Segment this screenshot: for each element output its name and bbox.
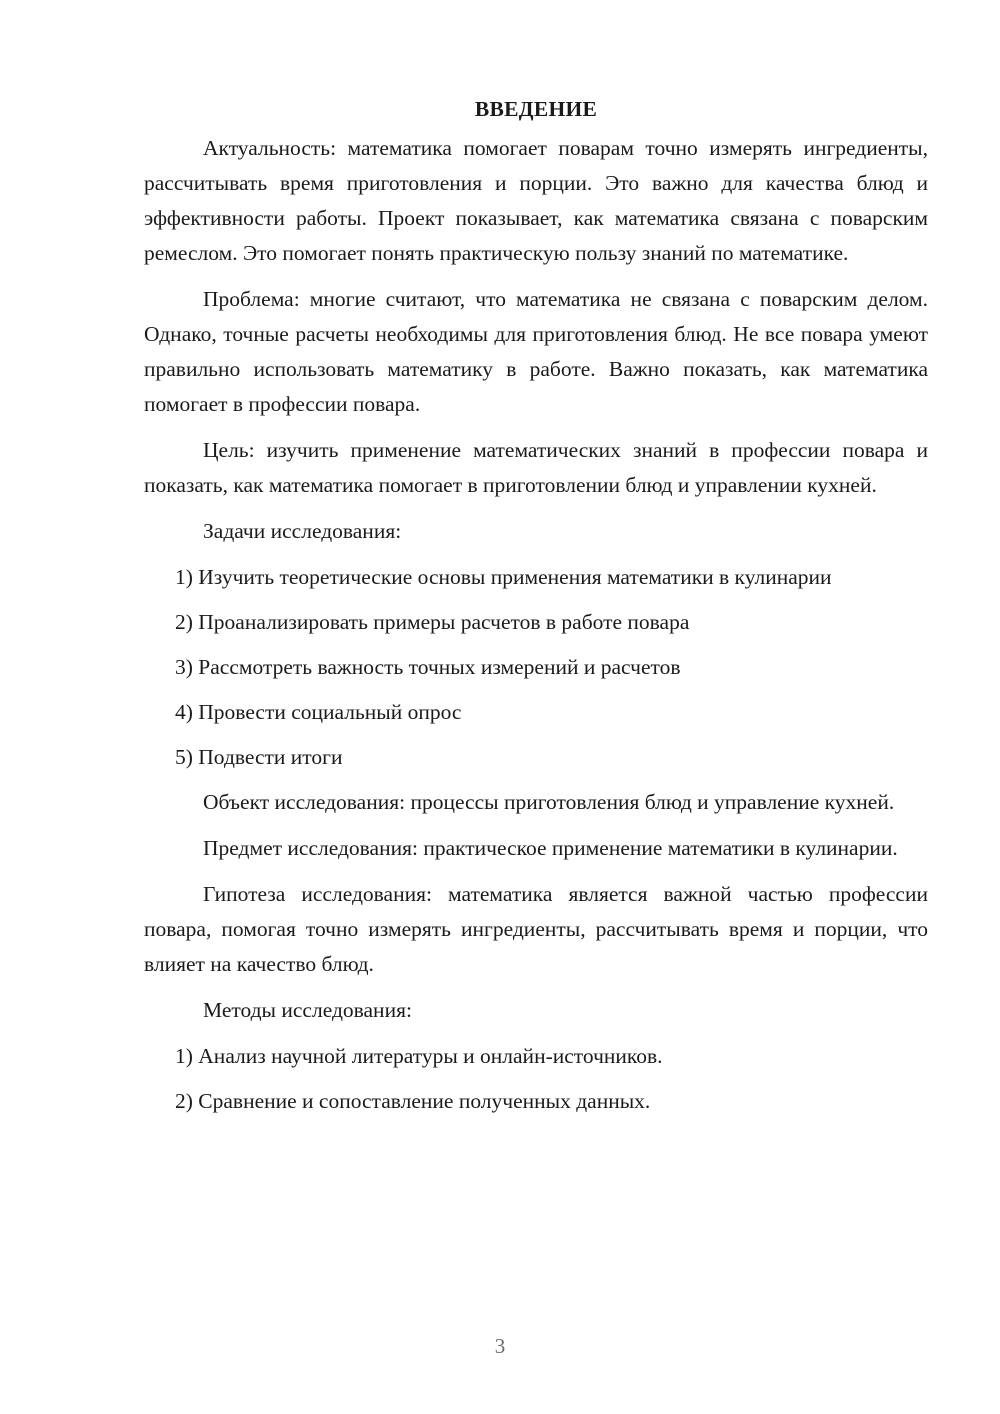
document-page <box>144 92 928 1129</box>
subject-paragraph: Предмет исследования: практическое применение математики в кулинарии. <box>203 836 898 860</box>
section-title: ВВЕДЕНИЕ <box>474 97 598 121</box>
hypothesis-paragraph: Гипотеза исследования: математика является важной частью профессии повара, помогая точно измерять ингредиенты, рассчитывать время и порции, что влияет на качество блюд. <box>144 882 928 976</box>
relevance-paragraph: Актуальность: математика помогает поварам точно измерять ингредиенты, рассчитывать время приготовления и порции. Это важно для качества блюд и эффективности работы. Проект показывает, как математика связана с поварским ремеслом. Это помогает понять практическую пользу знаний по математике. <box>144 136 928 265</box>
methods-list <box>144 1039 928 1119</box>
method-item-2: 2) Сравнение и сопоставление полученных данных. <box>175 1089 651 1113</box>
task-item-5: 5) Подвести итоги <box>175 745 343 769</box>
task-item-4: 4) Провести социальный опрос <box>175 700 462 724</box>
problem-paragraph: Проблема: многие считают, что математика не связана с поварским делом. Однако, точные расчеты необходимы для приготовления блюд. Не все повара умеют правильно использовать математику в работе. Важно показать, как математика помогает в профессии повара. <box>144 287 928 416</box>
goal-paragraph: Цель: изучить применение математических знаний в профессии повара и показать, как математика помогает в приготовлении блюд и управлении кухней. <box>144 438 928 497</box>
task-item-3: 3) Рассмотреть важность точных измерений и расчетов <box>175 655 681 679</box>
object-paragraph: Объект исследования: процессы приготовления блюд и управление кухней. <box>203 790 895 814</box>
task-item-2: 2) Проанализировать примеры расчетов в работе повара <box>175 610 690 634</box>
tasks-heading: Задачи исследования: <box>203 519 402 543</box>
page-number: 3 <box>494 1334 506 1358</box>
method-item-1: 1) Анализ научной литературы и онлайн-источников. <box>175 1044 663 1068</box>
task-item-1: 1) Изучить теоретические основы применения математики в кулинарии <box>175 565 832 589</box>
methods-heading: Методы исследования: <box>203 998 412 1022</box>
tasks-list <box>144 560 928 775</box>
